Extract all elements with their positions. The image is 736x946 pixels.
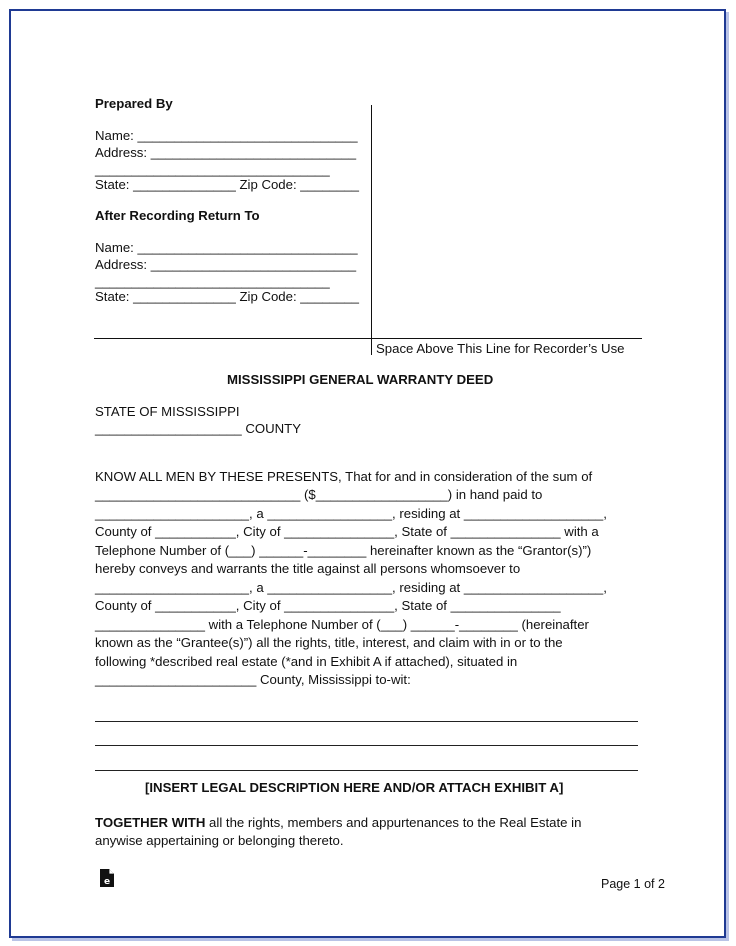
body-line[interactable]: _______________ with a Telephone Number of (___) ______-________ (hereinafter: [95, 617, 589, 632]
body-line[interactable]: Telephone Number of (___) ______-________ hereinafter known as the “Grantor(s)”): [95, 543, 592, 558]
page-number: Page 1 of 2: [601, 877, 665, 891]
together-with-line2: anywise appertaining or belonging thereto.: [95, 833, 344, 848]
body-line[interactable]: _____________________, a _________________, residing at ___________________,: [95, 506, 607, 521]
body-line: KNOW ALL MEN BY THESE PRESENTS, That for and in consideration of the sum of: [95, 469, 593, 484]
body-line[interactable]: County of ___________, City of _______________, State of _______________: [95, 598, 561, 613]
legal-description-placeholder: [INSERT LEGAL DESCRIPTION HERE AND/OR ATTACH EXHIBIT A]: [145, 780, 564, 795]
recorder-note: Space Above This Line for Recorder’s Use: [376, 341, 625, 356]
description-blank-line-1[interactable]: [95, 721, 638, 722]
body-line: hereby conveys and warrants the title against all persons whomsoever to: [95, 561, 521, 576]
return-to-address-line2[interactable]: ________________________________: [95, 274, 330, 289]
body-line: known as the “Grantee(s)”) all the rights, title, interest, and claim with in or to the: [95, 635, 563, 650]
recorder-horizontal-rule: [94, 338, 642, 339]
together-with-line1: [95, 815, 581, 831]
return-to-address-field[interactable]: Address: ____________________________: [95, 257, 357, 272]
svg-text:e: e: [103, 877, 111, 887]
body-line[interactable]: ______________________ County, Mississippi to-wit:: [95, 672, 411, 687]
recorder-vertical-rule: [371, 105, 372, 355]
prepared-by-name-field[interactable]: Name: ______________________________: [95, 128, 358, 143]
return-to-heading: After Recording Return To: [95, 208, 260, 223]
together-with-text: all the rights, members and appurtenances to the Real Estate in: [205, 815, 582, 830]
prepared-by-address-line2[interactable]: ________________________________: [95, 162, 330, 177]
return-to-state-zip-field[interactable]: State: ______________ Zip Code: ________: [95, 289, 359, 304]
prepared-by-address-field[interactable]: Address: ____________________________: [95, 145, 357, 160]
return-to-name-field[interactable]: Name: ______________________________: [95, 240, 358, 255]
description-blank-line-2[interactable]: [95, 745, 638, 746]
prepared-by-state-zip-field[interactable]: State: ______________ Zip Code: ________: [95, 177, 359, 192]
county-field[interactable]: ____________________ COUNTY: [95, 421, 302, 436]
description-blank-line-3[interactable]: [95, 770, 638, 771]
body-line[interactable]: _____________________, a _________________, residing at ___________________,: [95, 580, 607, 595]
body-line[interactable]: County of ___________, City of _______________, State of _______________ with a: [95, 524, 599, 539]
body-line[interactable]: ____________________________ ($__________________) in hand paid to: [95, 487, 543, 502]
together-with-bold: TOGETHER WITH: [95, 815, 206, 830]
document-e-icon: [99, 868, 115, 888]
body-line: following *described real estate (*and in Exhibit A if attached), situated in: [95, 654, 518, 669]
deed-title: MISSISSIPPI GENERAL WARRANTY DEED: [227, 372, 494, 387]
prepared-by-heading: Prepared By: [95, 96, 173, 111]
state-heading: STATE OF MISSISSIPPI: [95, 404, 240, 419]
